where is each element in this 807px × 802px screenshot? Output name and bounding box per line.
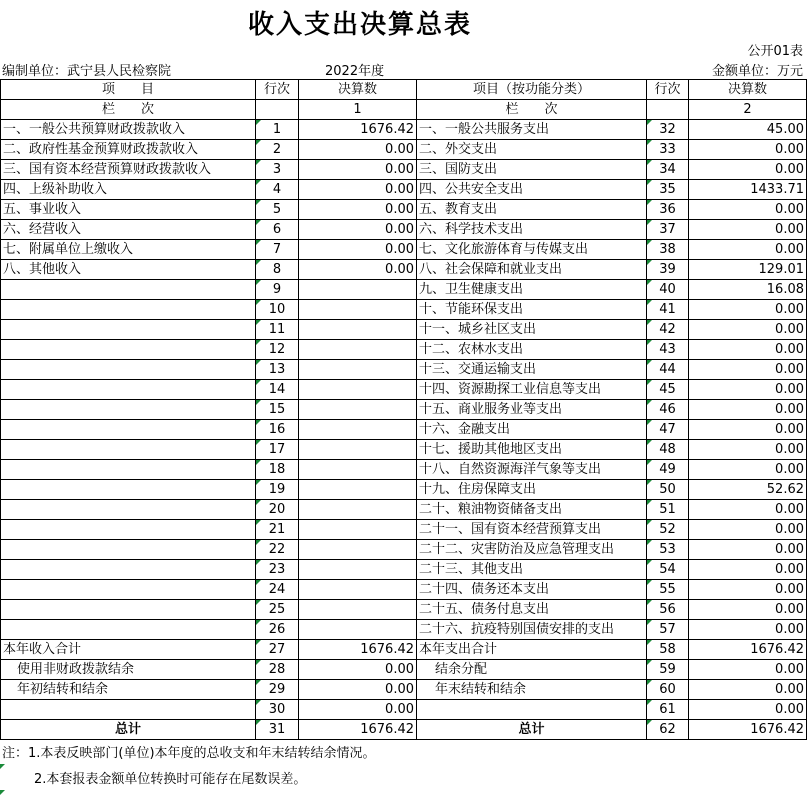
expense-item: 二十二、灾害防治及应急管理支出 <box>417 540 647 560</box>
expense-amount: 0.00 <box>689 560 807 580</box>
expense-item: 结余分配 <box>417 660 647 680</box>
income-amount: 0.00 <box>299 700 417 720</box>
income-amount: 0.00 <box>299 260 417 280</box>
table-row <box>1 460 807 480</box>
expense-amount: 52.62 <box>689 480 807 500</box>
expense-amount: 1433.71 <box>689 180 807 200</box>
expense-amount: 129.01 <box>689 260 807 280</box>
expense-item: 十七、援助其他地区支出 <box>417 440 647 460</box>
expense-row-no: 55 <box>647 580 689 600</box>
expense-amount: 0.00 <box>689 440 807 460</box>
table-row <box>1 440 807 460</box>
expense-amount: 1676.42 <box>689 720 807 740</box>
income-row-no: 28 <box>256 660 299 680</box>
income-row-no: 31 <box>256 720 299 740</box>
expense-amount: 45.00 <box>689 120 807 140</box>
expense-item: 四、公共安全支出 <box>417 180 647 200</box>
expense-row-no: 38 <box>647 240 689 260</box>
expense-row-no: 51 <box>647 500 689 520</box>
header-item: 项 目 <box>1 80 256 100</box>
income-amount <box>299 440 417 460</box>
expense-row-no: 45 <box>647 380 689 400</box>
expense-row-no: 62 <box>647 720 689 740</box>
income-row-no: 22 <box>256 540 299 560</box>
income-row-no: 4 <box>256 180 299 200</box>
income-row-no: 3 <box>256 160 299 180</box>
header-item-func: 项目（按功能分类） <box>417 80 647 100</box>
income-row-no: 18 <box>256 460 299 480</box>
income-row-no: 16 <box>256 420 299 440</box>
expense-amount: 0.00 <box>689 520 807 540</box>
income-item: 本年收入合计 <box>1 640 256 660</box>
income-item: 一、一般公共预算财政拨款收入 <box>1 120 256 140</box>
expense-item: 七、文化旅游体育与传媒支出 <box>417 240 647 260</box>
income-row-no: 13 <box>256 360 299 380</box>
form-number: 公开01表 <box>747 44 803 59</box>
table-row <box>1 420 807 440</box>
column-index-1: 1 <box>299 100 417 120</box>
table-row <box>1 120 807 140</box>
reporting-unit: 编制单位：武宁县人民检察院 <box>2 64 172 79</box>
expense-item: 二十、粮油物资储备支出 <box>417 500 647 520</box>
table-row <box>1 160 807 180</box>
income-item <box>1 580 256 600</box>
table-row <box>1 360 807 380</box>
expense-row-no: 58 <box>647 640 689 660</box>
expense-item: 本年支出合计 <box>417 640 647 660</box>
income-row-no: 23 <box>256 560 299 580</box>
cell-marker-icon <box>0 764 5 769</box>
expense-row-no: 43 <box>647 340 689 360</box>
summary-table <box>0 79 807 740</box>
income-item <box>1 460 256 480</box>
expense-amount: 0.00 <box>689 660 807 680</box>
expense-row-no: 46 <box>647 400 689 420</box>
income-row-no: 27 <box>256 640 299 660</box>
income-item: 总计 <box>1 720 256 740</box>
income-amount: 1676.42 <box>299 120 417 140</box>
table-row <box>1 640 807 660</box>
expense-amount: 0.00 <box>689 340 807 360</box>
expense-amount: 0.00 <box>689 420 807 440</box>
table-row <box>1 700 807 720</box>
expense-item: 十一、城乡社区支出 <box>417 320 647 340</box>
table-row <box>1 600 807 620</box>
income-item <box>1 320 256 340</box>
table-row <box>1 620 807 640</box>
expense-item: 十九、住房保障支出 <box>417 480 647 500</box>
expense-item: 十五、商业服务业等支出 <box>417 400 647 420</box>
income-amount <box>299 420 417 440</box>
expense-amount: 0.00 <box>689 540 807 560</box>
income-row-no: 6 <box>256 220 299 240</box>
expense-item: 二十四、债务还本支出 <box>417 580 647 600</box>
income-item <box>1 700 256 720</box>
column-index-row <box>1 100 807 120</box>
expense-row-no: 35 <box>647 180 689 200</box>
income-amount: 0.00 <box>299 240 417 260</box>
expense-item: 十四、资源勘探工业信息等支出 <box>417 380 647 400</box>
header-row <box>1 80 807 100</box>
income-amount <box>299 540 417 560</box>
income-item <box>1 280 256 300</box>
income-item: 三、国有资本经营预算财政拨款收入 <box>1 160 256 180</box>
expense-amount: 16.08 <box>689 280 807 300</box>
income-row-no: 20 <box>256 500 299 520</box>
expense-amount: 0.00 <box>689 400 807 420</box>
income-row-no: 7 <box>256 240 299 260</box>
cell-marker-icon <box>0 790 5 795</box>
income-item: 二、政府性基金预算财政拨款收入 <box>1 140 256 160</box>
expense-amount: 0.00 <box>689 580 807 600</box>
expense-row-no: 37 <box>647 220 689 240</box>
table-row <box>1 220 807 240</box>
income-row-no: 30 <box>256 700 299 720</box>
income-item <box>1 560 256 580</box>
expense-amount: 0.00 <box>689 160 807 180</box>
income-item <box>1 500 256 520</box>
expense-row-no: 41 <box>647 300 689 320</box>
expense-item <box>417 700 647 720</box>
expense-amount: 0.00 <box>689 500 807 520</box>
column-label-2: 栏 次 <box>417 100 647 120</box>
expense-item: 十、节能环保支出 <box>417 300 647 320</box>
report-title: 收入支出决算总表 <box>247 10 472 40</box>
expense-item: 二十五、债务付息支出 <box>417 600 647 620</box>
expense-amount: 0.00 <box>689 600 807 620</box>
table-row <box>1 400 807 420</box>
expense-row-no: 40 <box>647 280 689 300</box>
income-item: 六、经营收入 <box>1 220 256 240</box>
income-amount <box>299 500 417 520</box>
table-row <box>1 720 807 740</box>
income-amount: 0.00 <box>299 160 417 180</box>
expense-row-no: 42 <box>647 320 689 340</box>
expense-item: 一、一般公共服务支出 <box>417 120 647 140</box>
expense-row-no: 53 <box>647 540 689 560</box>
income-item <box>1 600 256 620</box>
expense-amount: 0.00 <box>689 220 807 240</box>
expense-row-no: 54 <box>647 560 689 580</box>
expense-amount: 0.00 <box>689 300 807 320</box>
table-row <box>1 560 807 580</box>
income-row-no: 12 <box>256 340 299 360</box>
income-row-no: 15 <box>256 400 299 420</box>
expense-amount: 0.00 <box>689 320 807 340</box>
expense-item: 二十一、国有资本经营预算支出 <box>417 520 647 540</box>
expense-amount: 0.00 <box>689 700 807 720</box>
expense-amount: 0.00 <box>689 380 807 400</box>
table-row <box>1 500 807 520</box>
income-amount <box>299 460 417 480</box>
expense-row-no: 39 <box>647 260 689 280</box>
expense-amount: 0.00 <box>689 620 807 640</box>
income-item <box>1 540 256 560</box>
column-blank-2 <box>647 100 689 120</box>
income-row-no: 11 <box>256 320 299 340</box>
header-row-no: 行次 <box>256 80 299 100</box>
income-item <box>1 620 256 640</box>
table-row <box>1 380 807 400</box>
expense-row-no: 52 <box>647 520 689 540</box>
income-item <box>1 380 256 400</box>
table-row <box>1 180 807 200</box>
income-row-no: 9 <box>256 280 299 300</box>
column-blank <box>256 100 299 120</box>
income-item: 年初结转和结余 <box>1 680 256 700</box>
fiscal-year: 2022年度 <box>325 64 385 79</box>
income-row-no: 8 <box>256 260 299 280</box>
expense-item: 十六、金融支出 <box>417 420 647 440</box>
expense-item: 十二、农林水支出 <box>417 340 647 360</box>
table-row <box>1 680 807 700</box>
income-item: 七、附属单位上缴收入 <box>1 240 256 260</box>
table-row <box>1 660 807 680</box>
expense-row-no: 34 <box>647 160 689 180</box>
income-amount <box>299 400 417 420</box>
table-row <box>1 300 807 320</box>
expense-row-no: 59 <box>647 660 689 680</box>
income-row-no: 1 <box>256 120 299 140</box>
income-amount <box>299 480 417 500</box>
expense-item: 年末结转和结余 <box>417 680 647 700</box>
income-amount: 0.00 <box>299 660 417 680</box>
table-row <box>1 320 807 340</box>
income-amount: 0.00 <box>299 180 417 200</box>
income-row-no: 29 <box>256 680 299 700</box>
income-amount: 1676.42 <box>299 720 417 740</box>
amount-unit: 金额单位：万元 <box>711 64 803 79</box>
expense-amount: 0.00 <box>689 240 807 260</box>
expense-amount: 0.00 <box>689 360 807 380</box>
expense-row-no: 44 <box>647 360 689 380</box>
expense-row-no: 61 <box>647 700 689 720</box>
income-row-no: 19 <box>256 480 299 500</box>
expense-row-no: 57 <box>647 620 689 640</box>
table-row <box>1 200 807 220</box>
expense-item: 九、卫生健康支出 <box>417 280 647 300</box>
expense-row-no: 32 <box>647 120 689 140</box>
income-amount <box>299 380 417 400</box>
expense-row-no: 50 <box>647 480 689 500</box>
income-row-no: 2 <box>256 140 299 160</box>
income-item <box>1 480 256 500</box>
table-row <box>1 240 807 260</box>
header-amount: 决算数 <box>299 80 417 100</box>
income-amount: 0.00 <box>299 200 417 220</box>
column-index-2: 2 <box>689 100 807 120</box>
expense-row-no: 48 <box>647 440 689 460</box>
table-row <box>1 260 807 280</box>
income-row-no: 5 <box>256 200 299 220</box>
income-amount: 0.00 <box>299 680 417 700</box>
income-amount <box>299 520 417 540</box>
expense-item: 五、教育支出 <box>417 200 647 220</box>
income-amount <box>299 340 417 360</box>
income-item <box>1 300 256 320</box>
table-row <box>1 280 807 300</box>
income-item: 五、事业收入 <box>1 200 256 220</box>
income-amount <box>299 560 417 580</box>
expense-amount: 0.00 <box>689 200 807 220</box>
expense-item: 六、科学技术支出 <box>417 220 647 240</box>
income-item <box>1 400 256 420</box>
income-item <box>1 440 256 460</box>
income-item: 使用非财政拨款结余 <box>1 660 256 680</box>
table-row <box>1 140 807 160</box>
expense-item: 十三、交通运输支出 <box>417 360 647 380</box>
income-item: 四、上级补助收入 <box>1 180 256 200</box>
expense-item: 十八、自然资源海洋气象等支出 <box>417 460 647 480</box>
income-amount <box>299 620 417 640</box>
expense-amount: 0.00 <box>689 140 807 160</box>
expense-item: 三、国防支出 <box>417 160 647 180</box>
note-2: 2.本套报表金额单位转换时可能存在尾数误差。 <box>34 772 307 787</box>
income-item <box>1 520 256 540</box>
income-row-no: 14 <box>256 380 299 400</box>
income-amount <box>299 320 417 340</box>
table-row <box>1 340 807 360</box>
income-item <box>1 360 256 380</box>
expense-item: 二十三、其他支出 <box>417 560 647 580</box>
income-amount <box>299 580 417 600</box>
table-row <box>1 540 807 560</box>
income-amount: 0.00 <box>299 220 417 240</box>
expense-row-no: 33 <box>647 140 689 160</box>
expense-row-no: 49 <box>647 460 689 480</box>
income-row-no: 24 <box>256 580 299 600</box>
income-item: 八、其他收入 <box>1 260 256 280</box>
expense-amount: 1676.42 <box>689 640 807 660</box>
income-amount: 0.00 <box>299 140 417 160</box>
header-row-no-2: 行次 <box>647 80 689 100</box>
income-amount <box>299 360 417 380</box>
expense-item: 八、社会保障和就业支出 <box>417 260 647 280</box>
income-row-no: 17 <box>256 440 299 460</box>
expense-amount: 0.00 <box>689 680 807 700</box>
income-row-no: 26 <box>256 620 299 640</box>
income-item <box>1 340 256 360</box>
income-row-no: 21 <box>256 520 299 540</box>
income-row-no: 10 <box>256 300 299 320</box>
expense-row-no: 36 <box>647 200 689 220</box>
income-row-no: 25 <box>256 600 299 620</box>
expense-row-no: 47 <box>647 420 689 440</box>
table-row <box>1 580 807 600</box>
income-amount <box>299 600 417 620</box>
income-amount <box>299 300 417 320</box>
expense-item: 二、外交支出 <box>417 140 647 160</box>
expense-amount: 0.00 <box>689 460 807 480</box>
expense-row-no: 56 <box>647 600 689 620</box>
table-row <box>1 480 807 500</box>
header-amount-2: 决算数 <box>689 80 807 100</box>
expense-item: 二十六、抗疫特别国债安排的支出 <box>417 620 647 640</box>
income-amount: 1676.42 <box>299 640 417 660</box>
income-item <box>1 420 256 440</box>
note-1: 注：1.本表反映部门(单位)本年度的总收支和年末结转结余情况。 <box>2 746 376 761</box>
expense-item: 总计 <box>417 720 647 740</box>
income-amount <box>299 280 417 300</box>
expense-row-no: 60 <box>647 680 689 700</box>
column-label: 栏 次 <box>1 100 256 120</box>
table-row <box>1 520 807 540</box>
